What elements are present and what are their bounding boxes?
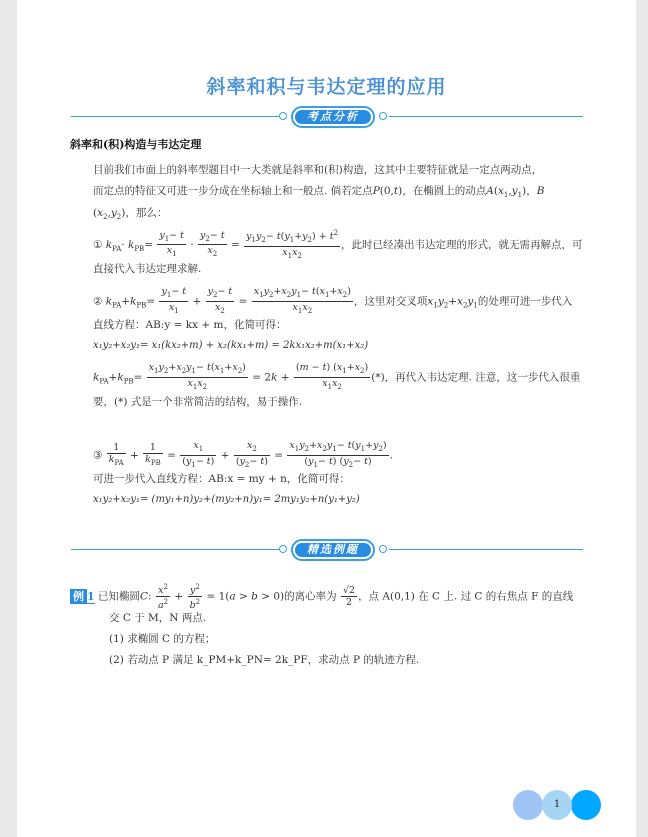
equation-line: x₁y₂+x₂y₁= x₁(kx₂+m) + x₂(kx₁+m) = 2kx₁x₂+m(x₁+x₂) [93,340,369,351]
paragraph-line: $(x_2,y_2)$，那么： [93,207,168,222]
question-2: (2) 若动点 P 满足 k_PM+k_PN= 2k_PF，求动点 P 的轨迹方程. [109,654,420,666]
section-badge-examples [291,539,375,561]
divider-right [389,549,583,550]
section-badge-label: 精选例题 [295,543,371,557]
divider-left [71,116,281,117]
question-1: (1) 求椭圆 C 的方程； [109,633,216,645]
paragraph-line: 目前我们市面上的斜率型题目中一大类就是斜率和(积)构造，这其中主要特征就是一定点两动点， [93,164,543,176]
text-run: ，点 A(0,1) 在 C 上. 过 C 的右焦点 F 的直线 [358,590,574,603]
section-badge-label: 考点分析 [295,110,371,124]
text-run: 的处理可进一步代入 [477,295,573,308]
example-label: 例 [70,589,87,604]
text-run: 而定点的特征又可进一步分成在坐标轴上和一般点. 倘若定点 [93,185,373,197]
paragraph-line: 直接代入韦达定理求解. [93,263,202,275]
divider-right [389,116,583,117]
paragraph-line: 要，(*) 式是一个非常简洁的结构，易于操作. [93,396,303,408]
page-number-decoration [571,790,601,820]
example-number: 1 [87,589,95,603]
example-line: 例 1 已知椭圆C: $\frac{x^2}{a^2}$ + $\frac{y^2}{b^2}$ = 1(a > b > 0)的离心率为 $\frac{√2}{2}$ ，点 A(0,1) 在 C 上. 过 C 的右焦点 F 的直线 [70,582,573,611]
text-run: ，此时已经凑出韦达定理的形式，就无需再解点，可 [341,238,583,251]
page-number: 1 [542,790,572,820]
page-title: 斜率和积与韦达定理的应用 [206,76,447,98]
divider-dot [279,112,287,120]
text-run: ， [526,185,537,197]
divider-dot [279,545,287,553]
formula-item-2: ② $k_{PA}+k_{PB}=$ $\frac{y_1- t}{x_1}$ + $\frac{y_2- t}{x_2}$ = $\frac{x_1y_2+x_2y_1- t(x_1+x_2)}{x_1x_2}$ ，这里对交叉项$x_1y_2+x_2y_1$的处理可进一步代入 [93,286,573,315]
divider-dot [379,545,387,553]
section-heading: 斜率和(积)构造与韦达定理 [70,138,202,151]
formula-item-1: ① $k_{PA}\cdot k_{PB}=$ $\frac{y_1- t}{x_1}$ · $\frac{y_2- t}{x_2}$ = $\frac{y_1y_2- t(y_1+y_2) + t^2}{x_1x_2}$ ，此时已经凑出韦达定理的形式，就无需再解点，可 [93,229,583,260]
formula-item-3: ③ $\frac{1}{k_{PA}}$ + $\frac{1}{k_{PB}}$ = $\frac{x_1}{(y_1- t)}$ + $\frac{x_2}{(y_2- t)}$ = $\frac{x_1y_2+x_2y_1- t(y_1+y_2)}{(y_1- t) (y_2- t)}$ . [93,440,393,469]
formula-line: $k_{PA}+k_{PB}=$ $\frac{x_1y_2+x_2y_1- t(x_1+x_2)}{x_1x_2}$ = 2k + $\frac{(m - t) (x_1+x_2)}{x_1x_2}$ (*)，再代入韦达定理. 注意，这一步代入很重 [93,362,581,391]
text-run: ，那么： [125,207,168,219]
text-run: ，在椭圆上的动点 [402,185,487,197]
section-badge-analysis [291,106,375,128]
document-page [17,0,636,837]
text-run: 已知椭圆 [98,590,140,603]
paragraph-line: 直线方程：AB:y = kx + m，化简可得： [93,319,287,331]
equation-line: x₁y₂+x₂y₁= (my₁+n)y₂+(my₂+n)y₁= 2my₁y₂+n(y₁+y₂) [93,494,360,505]
divider-dot [379,112,387,120]
page-number-decoration [513,790,543,820]
text-run: 的离心率为 [284,590,337,603]
divider-left [71,549,281,550]
text-run: ，这里对交叉项 [353,295,428,308]
paragraph-line: 而定点的特征又可进一步分成在坐标轴上和一般点. 倘若定点P(0,t)，在椭圆上的动点$A(x_1,y_1)$，B [93,185,545,200]
paragraph-line: 可进一步代入直线方程：AB:x = my + n，化简可得： [93,473,350,485]
text-run: (*)，再代入韦达定理. 注意，这一步代入很重 [371,371,581,384]
paragraph-line: 交 C 于 M，N 两点. [109,612,207,624]
